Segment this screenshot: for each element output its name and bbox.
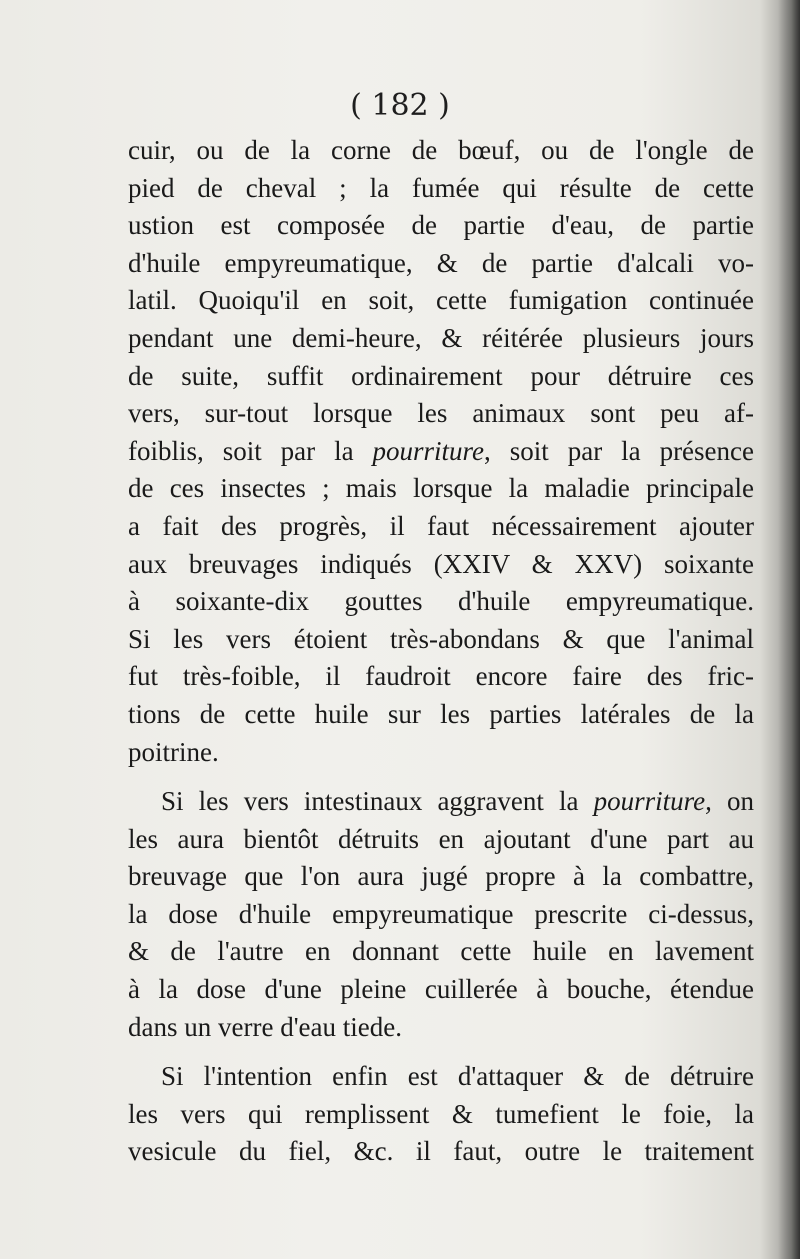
text-line: dans un verre d'eau tiede. — [128, 1011, 402, 1042]
text-line: fut très-foible, il faudroit encore faire des fric- — [128, 661, 754, 692]
text-line — [128, 433, 754, 471]
text-line: vers, sur-tout lorsque les animaux sont peu af- — [128, 398, 754, 429]
body-text — [128, 132, 754, 1171]
italic-term: pourriture, — [593, 786, 712, 817]
text-line: pendant une demi-heure, & réitérée plusieurs jours — [128, 322, 754, 353]
text-line: pied de cheval ; la fumée qui résulte de cette — [128, 172, 754, 203]
text-line: les aura bientôt détruits en ajoutant d'une part au — [128, 823, 754, 854]
text-line: la dose d'huile empyreumatique prescrite ci-dessus, — [128, 898, 754, 929]
page-gutter-shadow — [778, 0, 800, 1259]
text-run: on — [711, 786, 755, 817]
text-line: les vers qui remplissent & tumefient le foie, la — [128, 1098, 754, 1129]
text-line: & de l'autre en donnant cette huile en lavement — [128, 936, 754, 967]
text-run: , soit par la présence — [484, 435, 754, 466]
text-line: vesicule du fiel, &c. il faut, outre le traitement — [128, 1136, 754, 1167]
italic-term: pourriture — [372, 435, 485, 466]
text-line: Si l'intention enfin est d'attaquer & de détruire — [161, 1061, 754, 1092]
paragraph — [128, 1058, 754, 1171]
text-line: ustion est composée de partie d'eau, de partie — [128, 210, 754, 241]
text-line: à soixante-dix gouttes d'huile empyreumatique. — [128, 586, 754, 617]
text-run: foiblis, soit par la — [128, 435, 373, 466]
text-line: d'huile empyreumatique, & de partie d'alcali vo- — [128, 247, 754, 278]
text-line: poitrine. — [128, 736, 219, 767]
text-line: de suite, suffit ordinairement pour détruire ces — [128, 360, 754, 391]
page-number: ( 182 ) — [350, 88, 450, 123]
text-line: breuvage que l'on aura jugé propre à la combattre, — [128, 861, 754, 892]
text-line: cuir, ou de la corne de bœuf, ou de l'ongle de — [128, 135, 754, 165]
text-line: latil. Quoiqu'il en soit, cette fumigation continuée — [128, 285, 754, 316]
text-line: à la dose d'une pleine cuillerée à bouche, étendue — [128, 974, 754, 1005]
text-run: Si les vers intestinaux aggravent la — [161, 786, 594, 817]
text-line — [128, 783, 754, 821]
paragraph — [128, 783, 754, 1046]
text-line: a fait des progrès, il faut nécessairement ajouter — [128, 510, 754, 541]
text-line: de ces insectes ; mais lorsque la maladie principale — [128, 473, 754, 504]
paragraph — [128, 132, 754, 771]
text-line: Si les vers étoient très-abondans & que l'animal — [128, 623, 754, 654]
text-line: tions de cette huile sur les parties latérales de la — [128, 698, 754, 729]
text-line: aux breuvages indiqués (XXIV & XXV) soixante — [128, 548, 754, 579]
